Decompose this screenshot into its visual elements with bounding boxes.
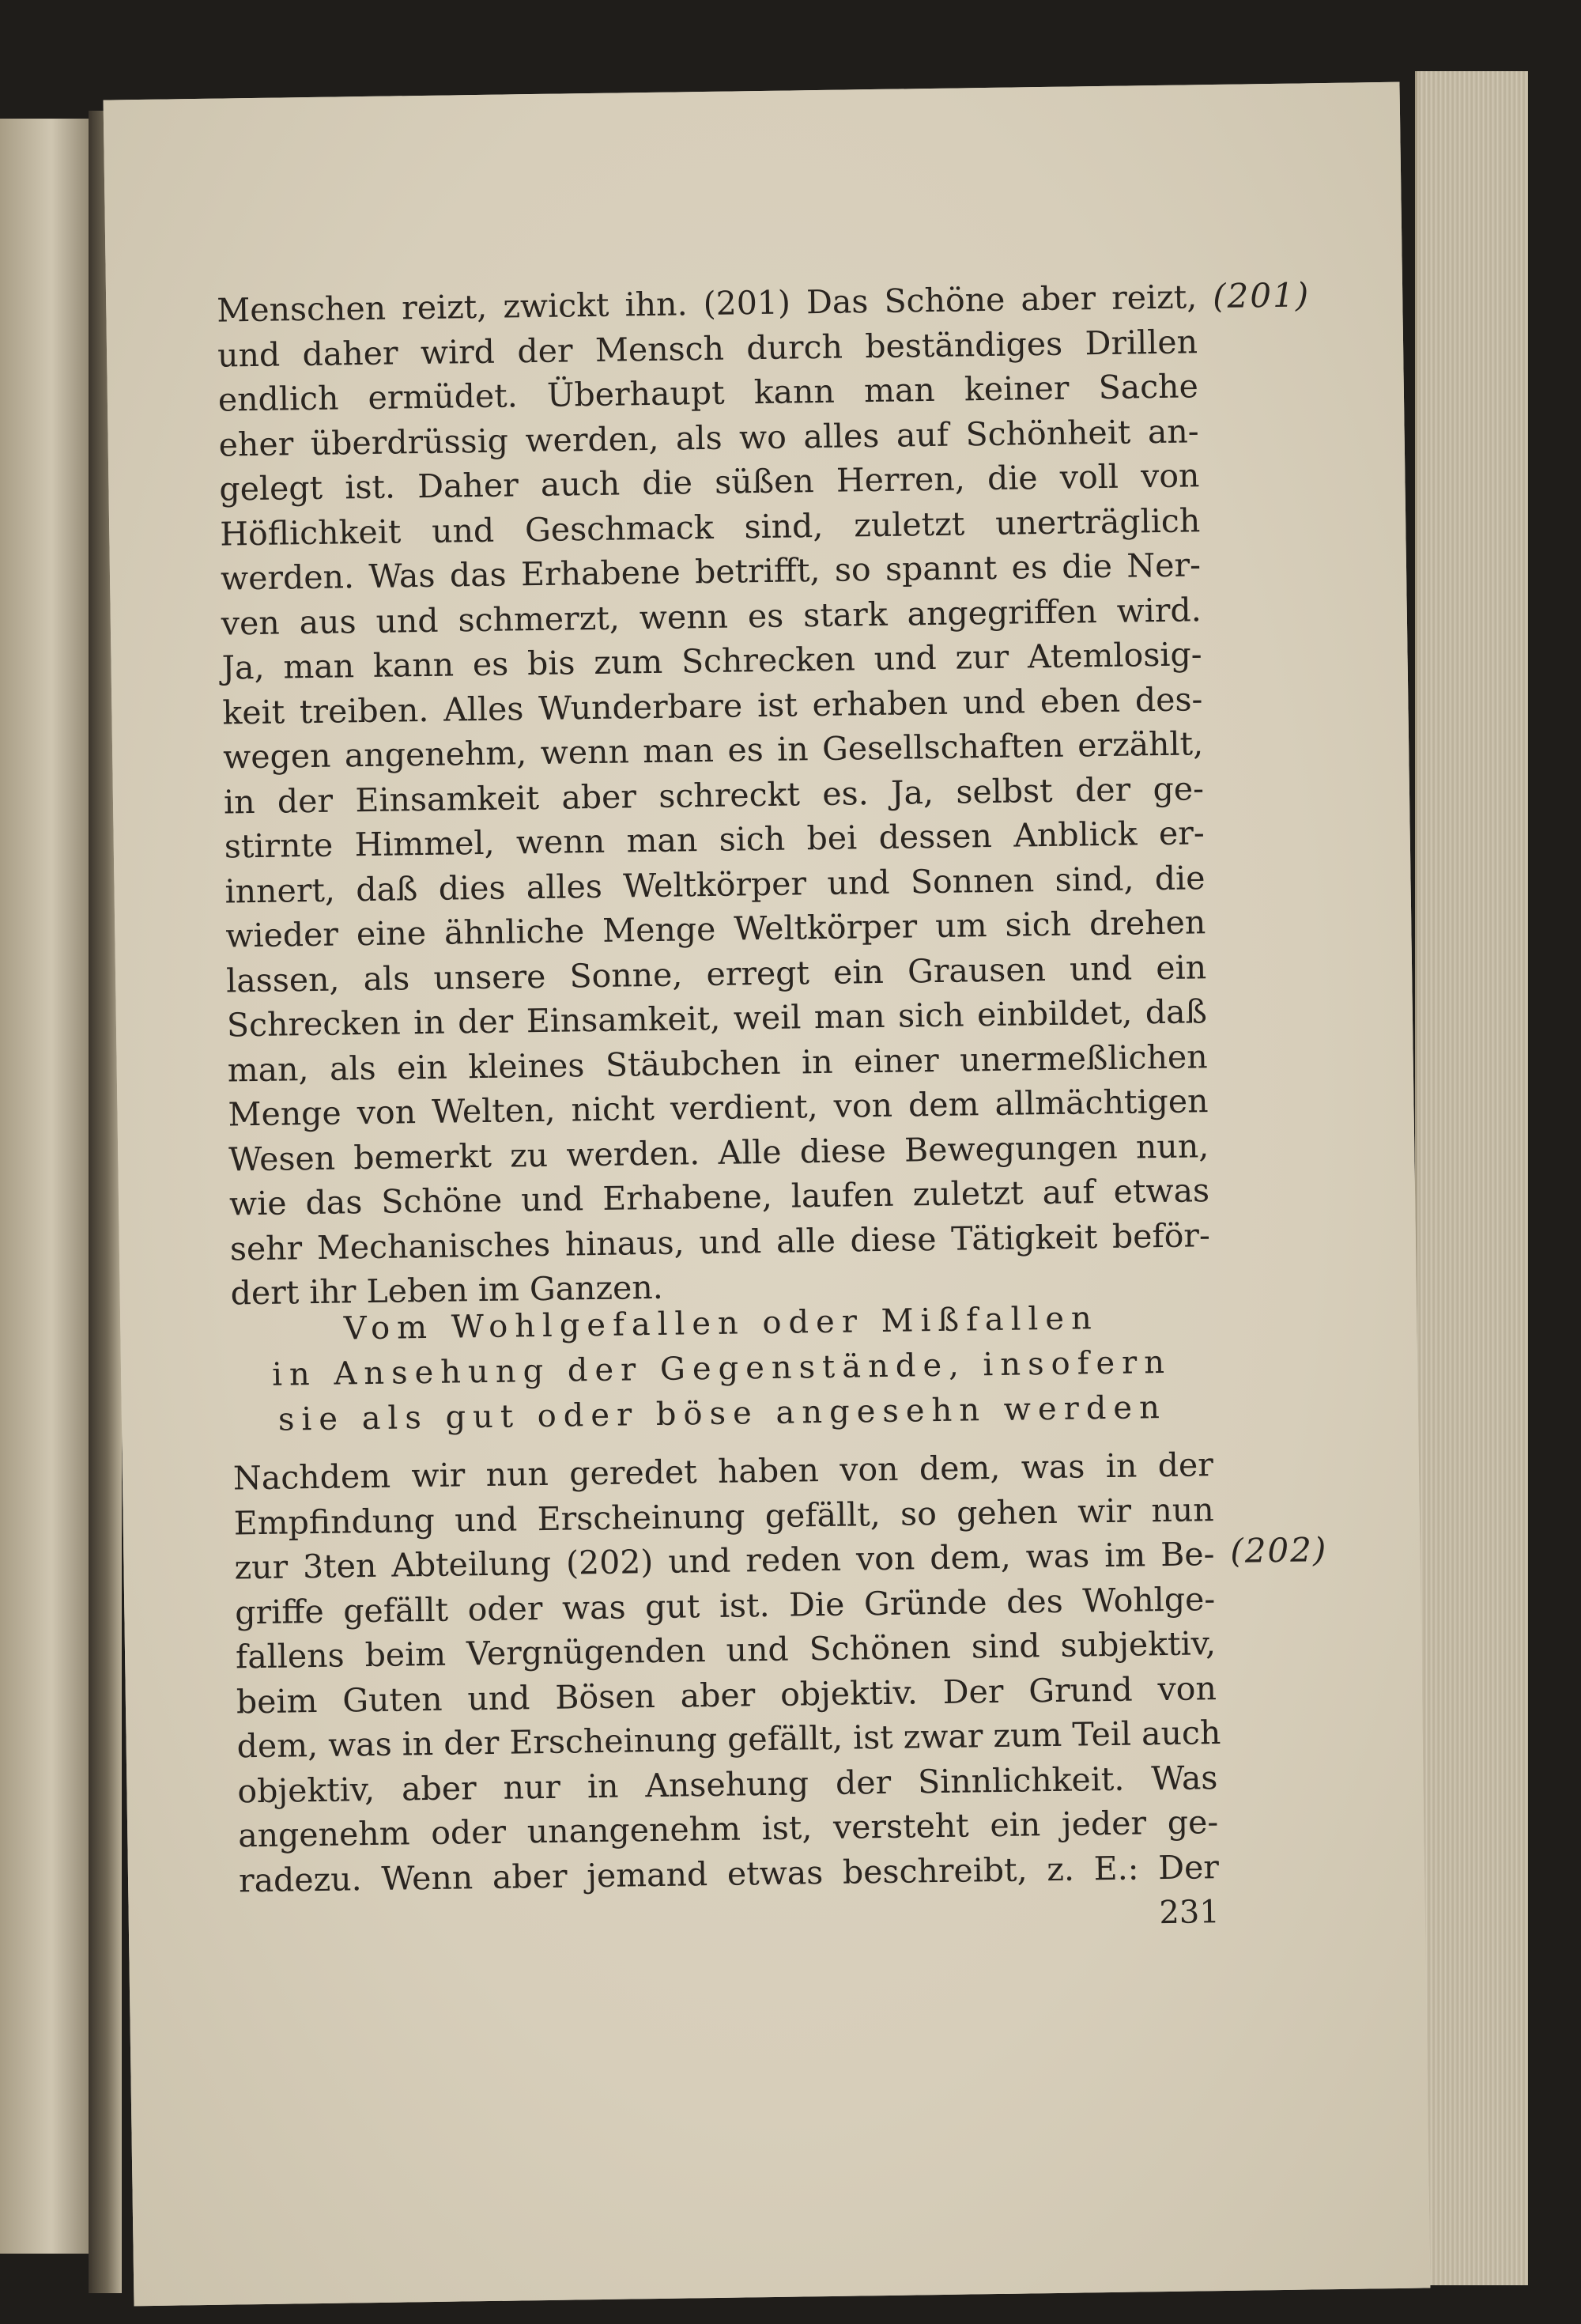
text-line: ven aus und schmerzt, wenn es stark angegriffen wird. (221, 590, 1202, 643)
text-line: Menschen reizt, zwickt ihn. (201) Das Schöne aber reizt, (216, 278, 1198, 330)
text-line: radezu. Wenn aber jemand etwas beschreibt, z. E.: Der (238, 1847, 1220, 1899)
paragraph-2 (233, 1442, 1220, 1903)
text-line: Menge von Welten, nicht verdient, von dem allmächtigen (228, 1082, 1209, 1134)
text-line: innert, daß dies alles Weltkörper und Sonnen sind, die (225, 858, 1206, 911)
text-line: werden. Was das Erhabene betrifft, so spannt es die Ner- (220, 546, 1202, 598)
page-number: 231 (1159, 1894, 1221, 1932)
book-page (104, 82, 1431, 2307)
text-line: Ja, man kann es bis zum Schrecken und zur Atemlosig- (221, 635, 1202, 687)
text-line: in der Einsamkeit aber schreckt es. Ja, selbst der ge- (223, 769, 1205, 822)
text-line: wie das Schöne und Erhabene, laufen zuletzt auf etwas (228, 1171, 1210, 1223)
text-line: beim Guten und Bösen aber objektiv. Der Grund von (236, 1668, 1217, 1721)
paragraph-1 (217, 274, 1211, 1316)
text-line: dert ihr Leben im Ganzen. (230, 1268, 664, 1313)
text-line: dem, was in der Erscheinung gefällt, ist zwar zum Teil auch (236, 1714, 1221, 1766)
text-line: keit treiben. Alles Wunderbare ist erhaben und eben des- (222, 679, 1203, 732)
text-line: man, als ein kleines Stäubchen in einer unermeßlichen (227, 1037, 1208, 1090)
margin-note-202: (202) (1230, 1530, 1328, 1570)
heading-line: Vom Wohlgefallen oder Mißfallen (343, 1300, 1100, 1347)
text-line: zur 3ten Abteilung (202) und reden von dem, was im Be- (234, 1535, 1215, 1587)
text-line: objektiv, aber nur in Ansehung der Sinnlichkeit. Was (237, 1758, 1218, 1810)
text-line: sehr Mechanisches hinaus, und alle diese Tätigkeit beför- (229, 1215, 1211, 1268)
text-line: und daher wird der Mensch durch beständiges Drillen (217, 322, 1198, 375)
text-line: endlich ermüdet. Überhaupt kann man keiner Sache (217, 367, 1199, 419)
text-line: fallens beim Vergnügenden und Schönen sind subjektiv, (235, 1624, 1217, 1676)
text-line: Höflichkeit und Geschmack sind, zuletzt unerträglich (219, 501, 1201, 554)
page-stack-edge (1415, 71, 1528, 2285)
margin-note-201: (201) (1212, 275, 1311, 316)
text-line: wieder eine ähnliche Menge Weltkörper um sich drehen (225, 903, 1206, 955)
section-heading (231, 1294, 1213, 1443)
text-line: Empfindung und Erscheinung gefällt, so gehen wir nun (233, 1490, 1214, 1542)
left-page-edge (0, 119, 93, 2254)
text-line: gelegt ist. Daher auch die süßen Herren, die voll von (219, 456, 1200, 508)
text-line: angenehm oder unangenehm ist, versteht ein jeder ge- (237, 1803, 1219, 1855)
heading-line: in Ansehung der Gegenstände, insofern (271, 1343, 1172, 1393)
text-line: Wesen bemerkt zu werden. Alle diese Bewegungen nun, (228, 1126, 1209, 1178)
text-line: stirnte Himmel, wenn man sich bei dessen Anblick er- (224, 814, 1206, 866)
text-line: Nachdem wir nun geredet haben von dem, was in der (232, 1445, 1214, 1498)
text-line: wegen angenehm, wenn man es in Gesellschaften erzählt, (222, 724, 1204, 777)
heading-line: sie als gut oder böse angesehn werden (277, 1389, 1168, 1438)
text-line: lassen, als unsere Sonne, erregt ein Grausen und ein (225, 947, 1207, 1000)
text-line: eher überdrüssig werden, als wo alles auf Schönheit an- (218, 411, 1199, 464)
text-line: Schrecken in der Einsamkeit, weil man sich einbildet, daß (226, 992, 1208, 1045)
text-line: griffe gefällt oder was gut ist. Die Gründe des Wohlge- (234, 1579, 1216, 1631)
